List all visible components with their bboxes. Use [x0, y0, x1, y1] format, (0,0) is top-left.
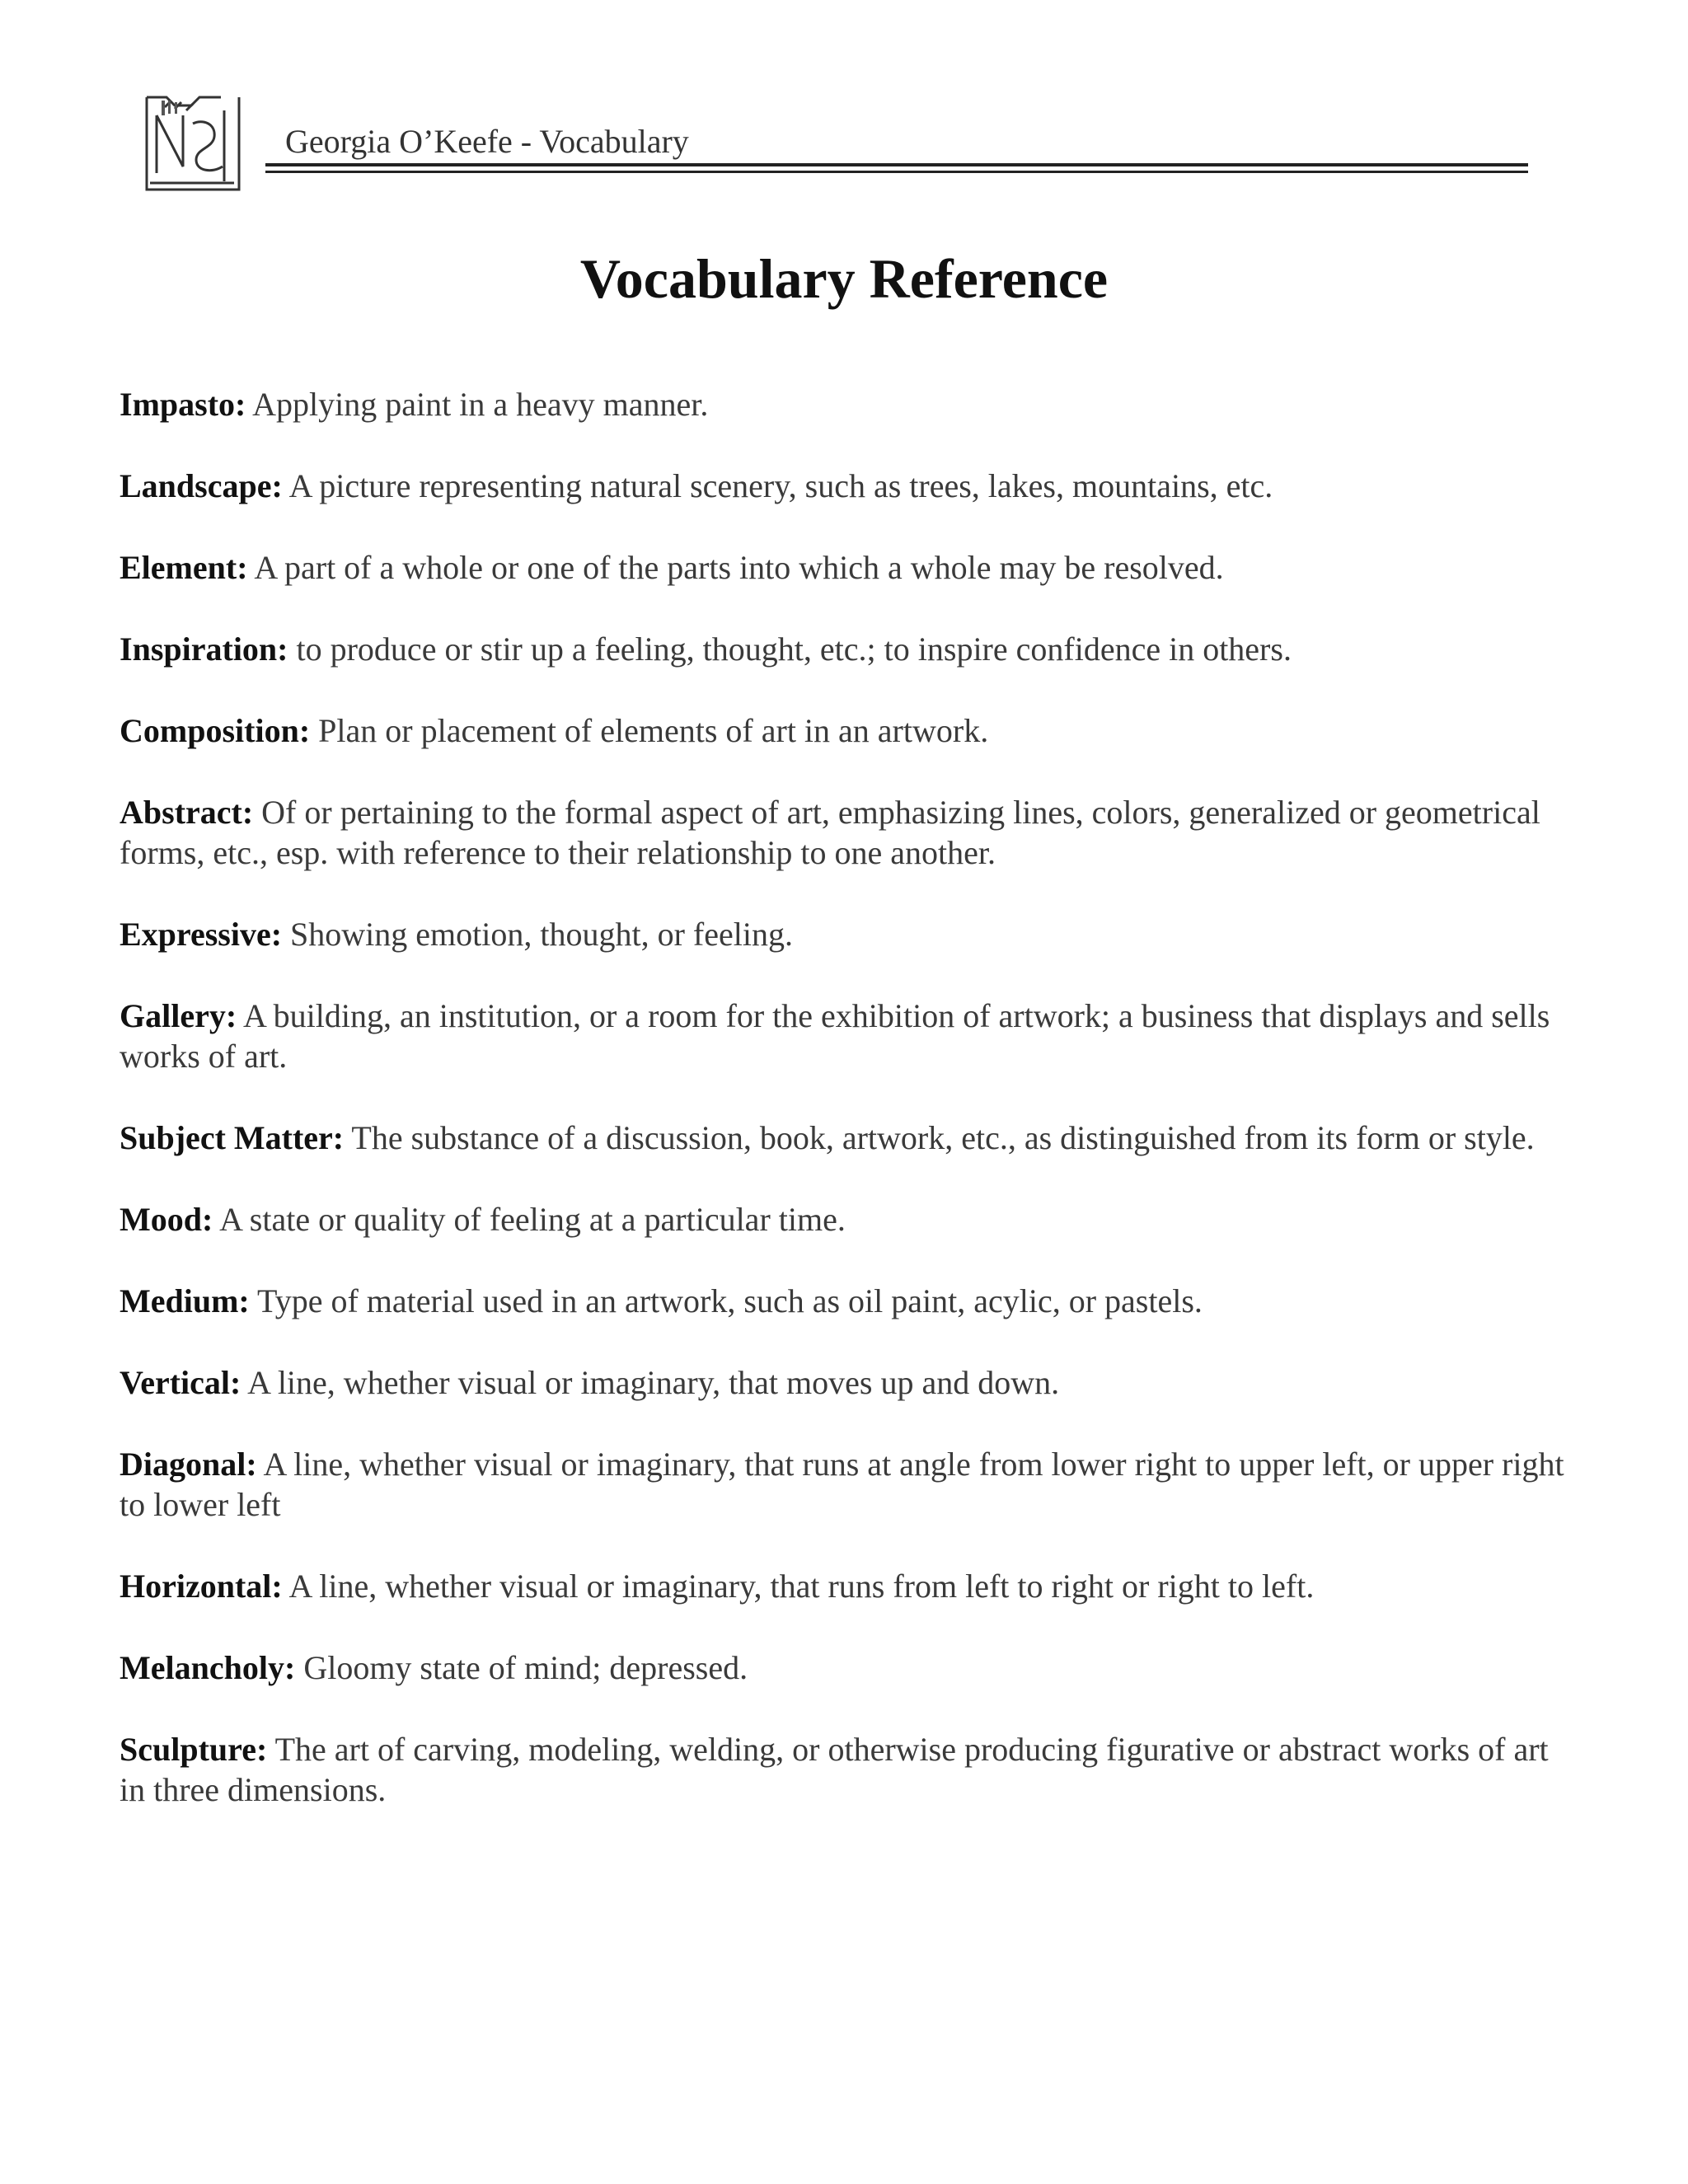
okeefe-logo — [142, 91, 244, 194]
vocab-term: Abstract: — [120, 794, 254, 831]
vocab-term: Melancholy: — [120, 1649, 296, 1686]
vocab-entry — [120, 384, 1570, 424]
vocab-term: Element: — [120, 549, 248, 586]
vocab-definition: Applying paint in a heavy manner. — [252, 386, 709, 423]
vocab-definition: A line, whether visual or imaginary, that moves up and down. — [247, 1364, 1060, 1401]
vocab-entry — [120, 1444, 1570, 1525]
vocab-entry — [120, 792, 1570, 873]
vocab-entry — [120, 1647, 1570, 1688]
vocab-entry — [120, 1199, 1570, 1240]
vocab-term: Horizontal: — [120, 1568, 283, 1605]
vocab-term: Landscape: — [120, 467, 283, 504]
vocab-entry — [120, 1362, 1570, 1403]
vocab-entry — [120, 710, 1570, 751]
vocab-definition: A line, whether visual or imaginary, that runs from left to right or right to left. — [288, 1568, 1315, 1605]
vocab-definition: to produce or stir up a feeling, thought, etc.; to inspire confidence in others. — [296, 630, 1292, 668]
vocab-definition: A part of a whole or one of the parts into which a whole may be resolved. — [254, 549, 1224, 586]
vocab-entry — [120, 629, 1570, 669]
vocab-definition: A state or quality of feeling at a particular time. — [219, 1201, 846, 1238]
vocab-term: Mood: — [120, 1201, 213, 1238]
vocab-entry — [120, 1118, 1570, 1158]
vocab-definition: Of or pertaining to the formal aspect of art, emphasizing lines, colors, generalized or geometrical forms, etc., esp. with reference to their relationship to one another. — [120, 794, 1540, 871]
vocab-term: Composition: — [120, 712, 311, 749]
vocab-term: Sculpture: — [120, 1731, 268, 1768]
vocab-entry — [120, 996, 1570, 1076]
vocab-term: Impasto: — [120, 386, 246, 423]
header-double-rule — [265, 163, 1528, 173]
vocab-definition: The substance of a discussion, book, artwork, etc., as distinguished from its form or style. — [351, 1119, 1535, 1156]
vocab-definition: Showing emotion, thought, or feeling. — [290, 916, 793, 953]
vocab-entry — [120, 466, 1570, 506]
vocab-definition: A building, an institution, or a room for the exhibition of artwork; a business that displays and sells works of art. — [120, 997, 1550, 1075]
vocab-entry — [120, 1729, 1570, 1810]
vocab-term: Medium: — [120, 1282, 250, 1319]
vocab-term: Expressive: — [120, 916, 283, 953]
header-title: Georgia O’Keefe - Vocabulary — [285, 123, 689, 160]
vocab-definition: The art of carving, modeling, welding, or otherwise producing figurative or abstract works of art in three dimensions. — [120, 1731, 1549, 1808]
vocab-term: Vertical: — [120, 1364, 241, 1401]
vocab-term: Subject Matter: — [120, 1119, 345, 1156]
vocab-term: Inspiration: — [120, 630, 288, 668]
vocab-term: Diagonal: — [120, 1446, 257, 1483]
vocab-definition: Plan or placement of elements of art in an artwork. — [318, 712, 989, 749]
vocab-entry — [120, 1566, 1570, 1606]
vocab-definition: Gloomy state of mind; depressed. — [303, 1649, 748, 1686]
vocab-definition: Type of material used in an artwork, such as oil paint, acylic, or pastels. — [257, 1282, 1203, 1319]
vocab-definition: A line, whether visual or imaginary, that runs at angle from lower right to upper left, or upper right to lower left — [120, 1446, 1564, 1523]
page-title: Vocabulary Reference — [579, 247, 1109, 310]
vocab-entry — [120, 547, 1570, 588]
vocab-entry — [120, 1281, 1570, 1321]
vocab-term: Gallery: — [120, 997, 237, 1034]
vocab-definition: A picture representing natural scenery, such as trees, lakes, mountains, etc. — [288, 467, 1273, 504]
vocabulary-list — [120, 384, 1570, 1851]
vocab-entry — [120, 914, 1570, 954]
